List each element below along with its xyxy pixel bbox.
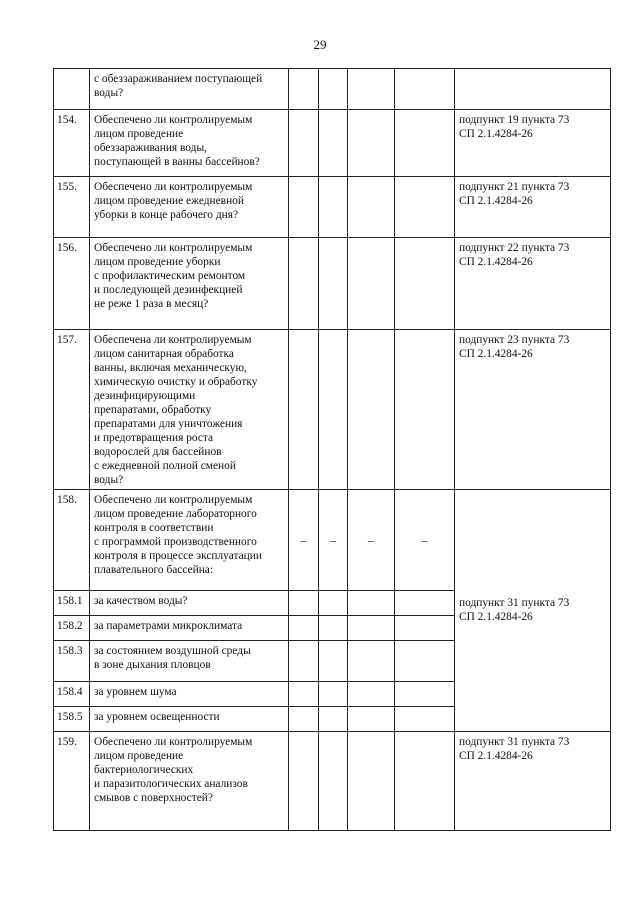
legal-reference (455, 110, 611, 177)
answer-cell (289, 330, 319, 490)
table-row (54, 238, 611, 330)
question-line: и последующей дезинфекцией (94, 284, 243, 296)
question-line: обеззараживания воды, (94, 142, 207, 154)
question-line: лицом проведение (94, 128, 184, 140)
answer-cell (289, 732, 319, 831)
item-number: 158.2 (54, 616, 90, 641)
requirement-question (90, 682, 289, 707)
item-number (54, 69, 90, 110)
table-row (54, 732, 611, 831)
item-number: 158.4 (54, 682, 90, 707)
question-line: за уровнем освещенности (94, 711, 220, 723)
answer-cell (319, 591, 348, 616)
answer-cell (348, 591, 395, 616)
answer-cell (395, 732, 455, 831)
question-line: Обеспечено ли контролируемым (94, 114, 253, 126)
question-line: водорослей для бассейнов (94, 446, 222, 458)
answer-cell (348, 177, 395, 238)
question-line: за уровнем шума (94, 686, 177, 698)
answer-cell (348, 641, 395, 682)
answer-cell (289, 682, 319, 707)
item-number: 158.5 (54, 707, 90, 732)
reference-line: СП 2.1.4284-26 (459, 348, 533, 360)
answer-cell (319, 330, 348, 490)
question-line: Обеспечено ли контролируемым (94, 494, 253, 506)
question-line: за состоянием воздушной среды (94, 645, 251, 657)
answer-cell (395, 707, 455, 732)
answer-dash: – (319, 490, 348, 591)
question-line: воды? (94, 474, 124, 486)
requirement-question (90, 69, 289, 110)
answer-cell (289, 616, 319, 641)
question-line: и предотвращения роста (94, 432, 214, 444)
requirement-question (90, 641, 289, 682)
requirement-question (90, 330, 289, 490)
question-line: химическую очистку и обработку (94, 376, 258, 388)
question-line: контроля в соответствии (94, 522, 214, 534)
answer-dash: – (395, 490, 455, 591)
reference-line: СП 2.1.4284-26 (459, 611, 533, 623)
answer-cell (395, 177, 455, 238)
answer-cell (395, 682, 455, 707)
answer-cell (319, 177, 348, 238)
answer-cell (395, 330, 455, 490)
question-line: Обеспечено ли контролируемым (94, 736, 253, 748)
item-number: 155. (54, 177, 90, 238)
answer-cell (348, 732, 395, 831)
answer-cell (395, 69, 455, 110)
table-row (54, 69, 611, 110)
answer-cell (289, 110, 319, 177)
answer-dash: – (289, 490, 319, 591)
requirement-question (90, 177, 289, 238)
answer-cell (289, 69, 319, 110)
requirement-question (90, 238, 289, 330)
answer-cell (395, 110, 455, 177)
question-line: ванны, включая механическую, (94, 362, 247, 374)
answer-cell (348, 69, 395, 110)
question-line: лицом проведение лабораторного (94, 508, 257, 520)
legal-reference (455, 330, 611, 490)
answer-cell (395, 238, 455, 330)
question-line: уборки в конце рабочего дня? (94, 209, 239, 221)
answer-cell (319, 641, 348, 682)
reference-line: СП 2.1.4284-26 (459, 128, 533, 140)
reference-line: подпункт 19 пункта 73 (459, 114, 570, 126)
answer-cell (289, 707, 319, 732)
answer-cell (289, 591, 319, 616)
question-line: не реже 1 раза в месяц? (94, 298, 209, 310)
table-row (54, 110, 611, 177)
question-line: за параметрами микроклимата (94, 620, 243, 632)
answer-cell (319, 682, 348, 707)
answer-cell (319, 69, 348, 110)
answer-cell (348, 330, 395, 490)
table-row (54, 330, 611, 490)
question-line: контроля в процессе эксплуатации (94, 550, 262, 562)
question-line: с профилактическим ремонтом (94, 270, 246, 282)
question-line: с обеззараживанием поступающей (94, 73, 263, 85)
question-line: лицом проведение (94, 750, 184, 762)
answer-cell (319, 238, 348, 330)
reference-line: подпункт 22 пункта 73 (459, 242, 570, 254)
answer-cell (348, 707, 395, 732)
item-number: 154. (54, 110, 90, 177)
reference-line: СП 2.1.4284-26 (459, 256, 533, 268)
table-row (54, 490, 611, 591)
answer-cell (348, 616, 395, 641)
answer-cell (395, 616, 455, 641)
question-line: Обеспечено ли контролируемым (94, 181, 253, 193)
item-number: 159. (54, 732, 90, 831)
question-line: с ежедневной полной сменой (94, 460, 236, 472)
question-line: плавательного бассейна: (94, 564, 214, 576)
legal-reference (455, 69, 611, 110)
answer-cell (319, 616, 348, 641)
answer-cell (319, 707, 348, 732)
reference-line: подпункт 31 пункта 73 (459, 736, 570, 748)
question-line: дезинфицирующими (94, 390, 196, 402)
table-row (54, 177, 611, 238)
legal-reference (455, 177, 611, 238)
requirement-question (90, 707, 289, 732)
checklist-table (53, 68, 611, 831)
item-number: 156. (54, 238, 90, 330)
question-line: смывов с поверхностей? (94, 792, 213, 804)
answer-cell (289, 641, 319, 682)
reference-line: подпункт 23 пункта 73 (459, 334, 570, 346)
requirement-question (90, 616, 289, 641)
requirement-question (90, 490, 289, 591)
question-line: и паразитологических анализов (94, 778, 248, 790)
answer-cell (348, 238, 395, 330)
legal-reference (455, 490, 611, 732)
requirement-question (90, 591, 289, 616)
answer-cell (348, 110, 395, 177)
item-number: 158.1 (54, 591, 90, 616)
answer-dash: – (348, 490, 395, 591)
answer-cell (289, 238, 319, 330)
reference-line: СП 2.1.4284-26 (459, 750, 533, 762)
item-number: 158.3 (54, 641, 90, 682)
answer-cell (395, 591, 455, 616)
answer-cell (289, 177, 319, 238)
question-line: Обеспечена ли контролируемым (94, 334, 252, 346)
question-line: препаратами для уничтожения (94, 418, 243, 430)
question-line: в зоне дыхания пловцов (94, 659, 211, 671)
legal-reference (455, 732, 611, 831)
question-line: лицом проведение уборки (94, 256, 221, 268)
question-line: с программой производственного (94, 536, 257, 548)
answer-cell (348, 682, 395, 707)
answer-cell (395, 641, 455, 682)
answer-cell (319, 110, 348, 177)
question-line: воды? (94, 87, 124, 99)
legal-reference (455, 238, 611, 330)
question-line: за качеством воды? (94, 595, 188, 607)
reference-line: подпункт 31 пункта 73 (459, 597, 570, 609)
question-line: бактериологических (94, 764, 194, 776)
requirement-question (90, 110, 289, 177)
question-line: Обеспечено ли контролируемым (94, 242, 253, 254)
requirement-question (90, 732, 289, 831)
question-line: поступающей в ванны бассейнов? (94, 156, 260, 168)
reference-line: подпункт 21 пункта 73 (459, 181, 570, 193)
page-number: 29 (313, 37, 327, 52)
question-line: лицом санитарная обработка (94, 348, 234, 360)
item-number: 158. (54, 490, 90, 591)
question-line: препаратами, обработку (94, 404, 212, 416)
answer-cell (319, 732, 348, 831)
item-number: 157. (54, 330, 90, 490)
reference-line: СП 2.1.4284-26 (459, 195, 533, 207)
question-line: лицом проведение ежедневной (94, 195, 244, 207)
